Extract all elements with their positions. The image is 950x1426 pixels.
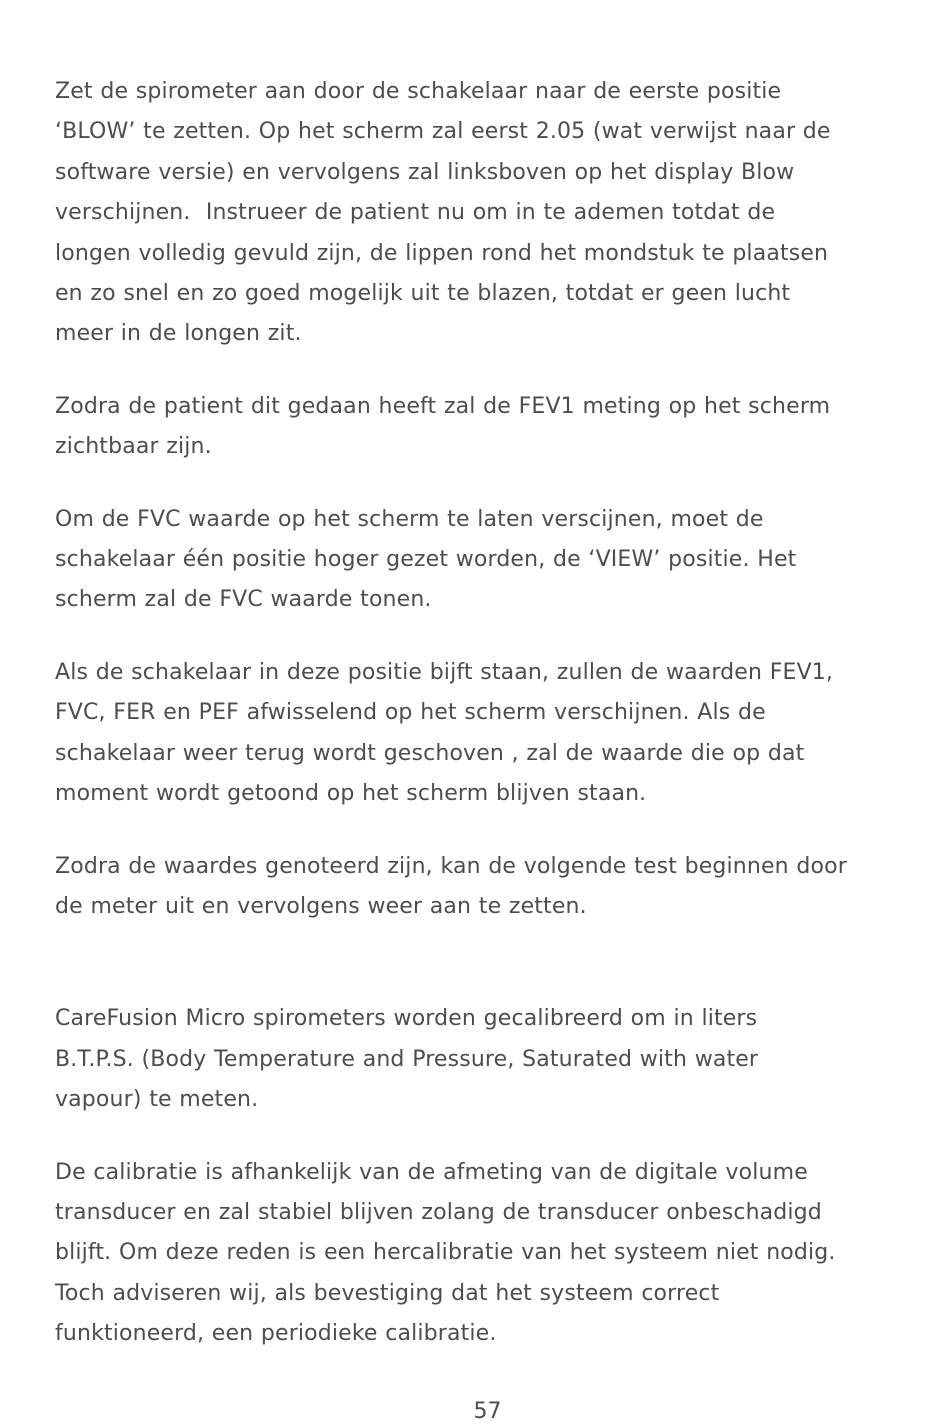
paragraph-fvc-view [55,500,935,621]
text-line: de meter uit en vervolgens weer aan te zetten. [55,893,587,919]
paragraph-fev1-visible [55,387,935,468]
text-line: meer in de longen zit. [55,321,302,347]
text-line: CareFusion Micro spirometers worden gecalibreerd om in liters [55,1006,758,1032]
text-line: ‘BLOW’ te zetten. Op het scherm zal eerst 2.05 (wat verwijst naar de [55,119,831,145]
text-line: Zet de spirometer aan door de schakelaar naar de eerste positie [55,79,782,104]
text-line: schakelaar weer terug wordt geschoven , zal de waarde die op dat [55,740,805,766]
text-line: Om de FVC waarde op het scherm te laten verscijnen, moet de [55,506,764,532]
paragraph-calibration-btps [55,999,935,1120]
text-line: scherm zal de FVC waarde tonen. [55,587,432,613]
text-line: transducer en zal stabiel blijven zolang de transducer onbeschadigd [55,1199,822,1225]
text-line: longen volledig gevuld zijn, de lippen rond het mondstuk te plaatsen [55,240,829,266]
text-line: en zo snel en zo goed mogelijk uit te blazen, totdat er geen lucht [55,281,791,307]
text-line: software versie) en vervolgens zal linksboven op het display Blow [55,159,795,185]
text-line: De calibratie is afhankelijk van de afmeting van de digitale volume [55,1159,808,1185]
text-line: verschijnen. Instrueer de patient nu om in te ademen totdat de [55,200,776,226]
paragraph-next-test [55,847,935,928]
text-line: Zodra de waardes genoteerd zijn, kan de volgende test beginnen door [55,853,847,879]
page-number: 57 [473,1399,502,1424]
text-line: vapour) te meten. [55,1087,259,1113]
text-line: zichtbaar zijn. [55,434,212,460]
text-line: moment wordt getoond op het scherm blijven staan. [55,781,647,807]
paragraph-switch-on [55,72,935,355]
text-line: Toch adviseren wij, als bevestiging dat het systeem correct [55,1280,720,1306]
text-line: B.T.P.S. (Body Temperature and Pressure, Saturated with water [55,1046,759,1072]
text-line: FVC, FER en PEF afwisselend op het scherm verschijnen. Als de [55,700,766,726]
text-line: Als de schakelaar in deze positie bijft staan, zullen de waarden FEV1, [55,659,834,685]
text-line: schakelaar één positie hoger gezet worden, de ‘VIEW’ positie. Het [55,547,797,573]
paragraph-calibration-advice [55,1153,935,1355]
paragraph-alternating-values [55,653,935,815]
document-body [55,72,935,1355]
text-line: blijft. Om deze reden is een hercalibratie van het systeem niet nodig. [55,1240,836,1266]
text-line: funktioneerd, een periodieke calibratie. [55,1321,497,1347]
text-line: Zodra de patient dit gedaan heeft zal de FEV1 meting op het scherm [55,393,831,419]
